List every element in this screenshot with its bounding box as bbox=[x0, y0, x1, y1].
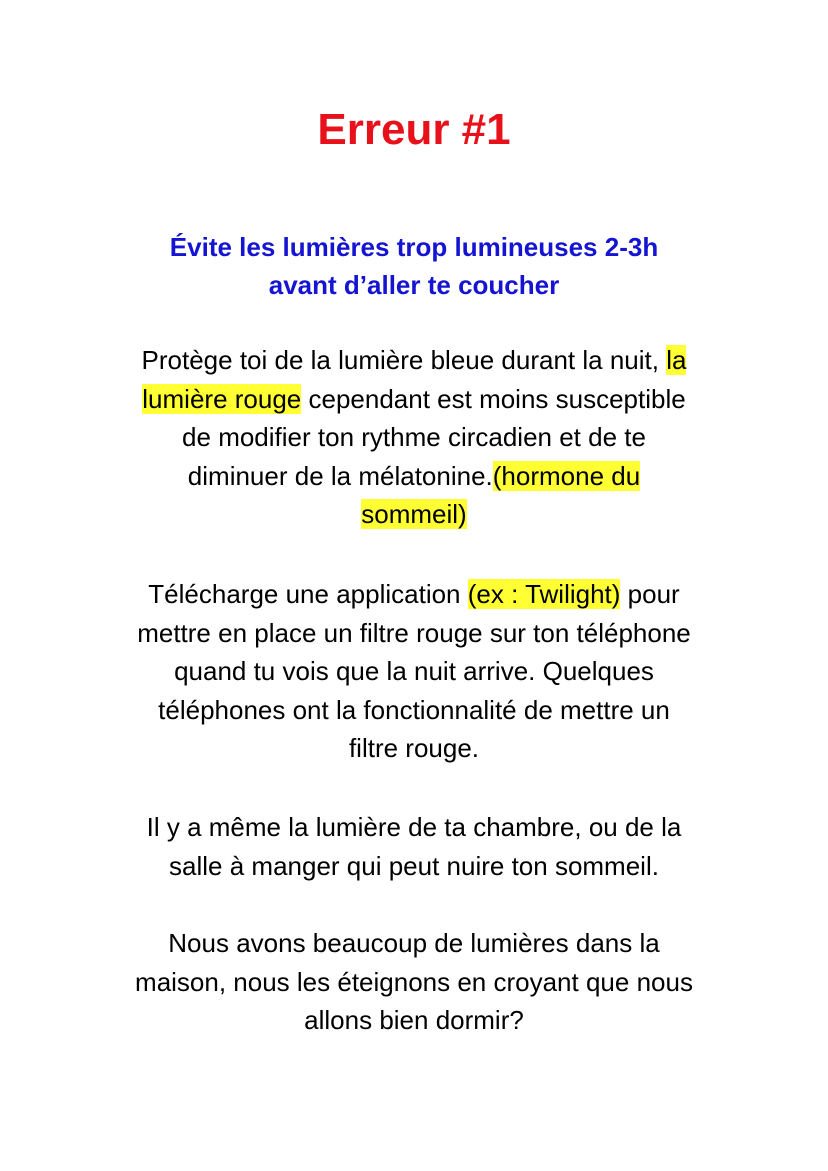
paragraph-line: allons bien dormir? bbox=[304, 1005, 524, 1035]
paragraph-line bbox=[92, 495, 736, 534]
paragraph-line bbox=[92, 341, 736, 380]
paragraph-blue-light bbox=[92, 341, 736, 534]
paragraph-line: mettre en place un filtre rouge sur ton téléphone bbox=[137, 617, 691, 648]
paragraph-line: salle à manger qui peut nuire ton sommeil. bbox=[169, 850, 659, 881]
paragraph-room-light bbox=[92, 808, 736, 885]
highlighted-text: sommeil) bbox=[361, 499, 467, 529]
body-text: cependant est moins susceptible bbox=[301, 383, 686, 414]
paragraph-line: maison, nous les éteignons en croyant que nous bbox=[135, 966, 693, 997]
paragraph-red-filter-app bbox=[92, 575, 736, 768]
body-text: pour bbox=[620, 579, 680, 609]
highlighted-text: (ex : Twilight) bbox=[467, 579, 621, 609]
subtitle-line-1: Évite les lumières trop lumineuses 2-3h bbox=[169, 232, 659, 262]
highlighted-text: la bbox=[666, 345, 687, 375]
paragraph-line: de modifier ton rythme circadien et de te bbox=[182, 422, 646, 452]
paragraph-line bbox=[92, 380, 736, 419]
highlighted-text: (hormone du bbox=[492, 460, 641, 491]
body-text: diminuer de la mélatonine. bbox=[187, 460, 493, 491]
subtitle-line-2: avant d’aller te coucher bbox=[268, 270, 560, 300]
paragraph-line: Nous avons beaucoup de lumières dans la bbox=[168, 928, 660, 958]
paragraph-line: filtre rouge. bbox=[348, 733, 480, 763]
paragraph-line: Il y a même la lumière de ta chambre, ou de la bbox=[146, 812, 682, 842]
paragraph-line bbox=[92, 575, 736, 614]
body-text: Protège toi de la lumière bleue durant la nuit, bbox=[141, 345, 667, 375]
page-title: Erreur #1 bbox=[317, 105, 511, 154]
paragraph-line bbox=[92, 457, 736, 496]
paragraph-line: quand tu vois que la nuit arrive. Quelques bbox=[174, 656, 654, 686]
body-text: Télécharge une application bbox=[148, 579, 468, 609]
page-subtitle bbox=[100, 228, 728, 304]
paragraph-house-lights bbox=[92, 924, 736, 1040]
paragraph-line: téléphones ont la fonctionnalité de mettre un bbox=[158, 694, 670, 725]
highlighted-text: lumière rouge bbox=[142, 383, 302, 414]
